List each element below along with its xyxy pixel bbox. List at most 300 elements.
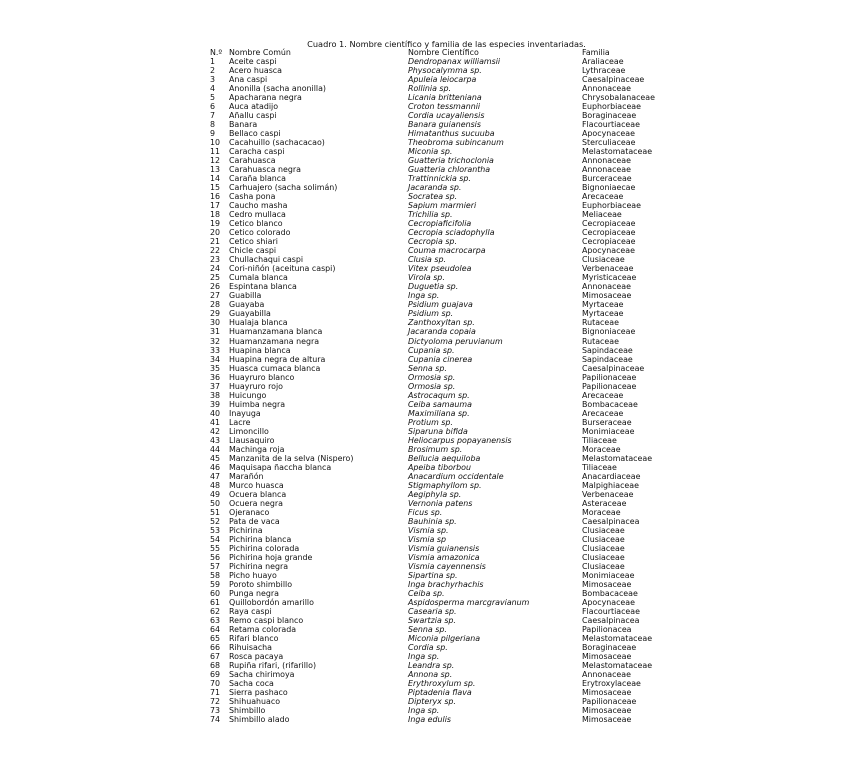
scientific-name: Vitex pseudolea xyxy=(408,264,472,274)
row-number: 71 xyxy=(210,688,221,698)
family-name: Clusiaceae xyxy=(582,552,625,562)
row-number: 74 xyxy=(210,715,221,725)
row-number: 1 xyxy=(210,57,216,67)
scientific-name: Cordia sp. xyxy=(408,643,448,653)
common-name: Lacre xyxy=(229,417,251,427)
scientific-name: Inga sp. xyxy=(408,652,440,662)
table-row xyxy=(210,688,672,697)
family-name: Monimiaceae xyxy=(582,426,635,436)
row-number: 69 xyxy=(210,670,221,680)
family-name: Tiliaceae xyxy=(582,435,617,445)
scientific-name: Casearia sp. xyxy=(408,606,457,616)
common-name: Casha pona xyxy=(229,192,276,202)
table-row xyxy=(210,75,672,84)
row-number: 3 xyxy=(210,75,216,85)
scientific-name: Aspidosperma marcgravianum xyxy=(408,597,530,607)
common-name: Huasca cumaca blanca xyxy=(229,363,321,373)
scientific-name: Jacaranda sp. xyxy=(408,183,462,193)
table-row xyxy=(210,219,672,228)
table-row xyxy=(210,391,672,400)
scientific-name: Swartzia sp. xyxy=(408,615,456,625)
family-name: Arecaceae xyxy=(582,408,624,418)
common-name: Shimbillo xyxy=(229,706,266,716)
row-number: 10 xyxy=(210,138,221,148)
common-name: Rihuisacha xyxy=(229,643,272,653)
family-name: Boraginaceae xyxy=(582,643,637,653)
family-name: Tiliaceae xyxy=(582,462,617,472)
common-name: Huimba negra xyxy=(229,399,286,409)
table-row xyxy=(210,309,672,318)
common-name: Cumala blanca xyxy=(229,273,288,283)
table-row xyxy=(210,291,672,300)
row-number: 8 xyxy=(210,120,216,130)
row-number: 36 xyxy=(210,372,221,382)
table-row xyxy=(210,589,672,598)
row-number: 48 xyxy=(210,480,221,490)
family-name: Caesalpinacea xyxy=(582,615,640,625)
scientific-name: Astrocaqum sp. xyxy=(408,390,470,400)
scientific-name: Vismia cayennensis xyxy=(408,561,486,571)
scientific-name: Clusia sp. xyxy=(408,255,446,265)
scientific-name: Sipartina sp. xyxy=(408,570,458,580)
scientific-name: Guatteria trichoclonia xyxy=(408,156,494,166)
common-name: Aceite caspi xyxy=(229,57,277,67)
table-row xyxy=(210,337,672,346)
row-number: 12 xyxy=(210,156,221,166)
common-name: Poroto shimbillo xyxy=(229,579,293,589)
table-row xyxy=(210,300,672,309)
row-number: 62 xyxy=(210,606,221,616)
row-number: 52 xyxy=(210,516,221,526)
row-number: 60 xyxy=(210,588,221,598)
scientific-name: Zanthoxyltan sp. xyxy=(408,318,475,328)
common-name: Cetico colorado xyxy=(229,228,291,238)
table-row xyxy=(210,346,672,355)
common-name: Picho huayo xyxy=(229,570,277,580)
common-name: Pichirina blanca xyxy=(229,534,292,544)
family-name: Myrtaceae xyxy=(582,309,624,319)
family-name: Sapindaceae xyxy=(582,354,633,364)
table-row xyxy=(210,327,672,336)
common-name: Cacahuillo (sachacacao) xyxy=(229,138,325,148)
common-name: Anonilla (sacha anonilla) xyxy=(229,84,327,94)
family-name: Annonaceae xyxy=(582,165,631,175)
common-name: Cedro mullaca xyxy=(229,210,286,220)
row-number: 31 xyxy=(210,327,221,337)
row-number: 49 xyxy=(210,489,221,499)
table-row xyxy=(210,138,672,147)
scientific-name: Dictyoloma peruvianum xyxy=(408,336,503,346)
family-name: Melastomataceae xyxy=(582,453,653,463)
scientific-name: Inga sp. xyxy=(408,291,440,301)
common-name: Hualaja blanca xyxy=(229,318,288,328)
row-number: 54 xyxy=(210,534,221,544)
row-number: 4 xyxy=(210,84,216,94)
scientific-name: Dipteryx sp. xyxy=(408,697,456,707)
scientific-name: Piptadenia flava xyxy=(408,688,472,698)
family-name: Boraginaceae xyxy=(582,111,637,121)
family-name: Euphorbiaceae xyxy=(582,102,641,112)
table-row xyxy=(210,282,672,291)
family-name: Annonaceae xyxy=(582,156,631,166)
family-name: Annonaceae xyxy=(582,670,631,680)
table-row xyxy=(210,373,672,382)
table-row xyxy=(210,571,672,580)
family-name: Mimosaceae xyxy=(582,688,632,698)
row-number: 24 xyxy=(210,264,221,274)
scientific-name: Leandra sp. xyxy=(408,661,455,671)
row-number: 14 xyxy=(210,174,221,184)
scientific-name: Miconia pilgeriana xyxy=(408,634,481,644)
table-row xyxy=(210,364,672,373)
row-number: 51 xyxy=(210,507,221,517)
row-number: 13 xyxy=(210,165,221,175)
table-row xyxy=(210,57,672,66)
scientific-name: Cupania sp. xyxy=(408,345,455,355)
row-number: 38 xyxy=(210,390,221,400)
scientific-name: Bellucia aequiloba xyxy=(408,453,481,463)
table-row xyxy=(210,472,672,481)
common-name: Bellaco caspi xyxy=(229,129,281,139)
family-name: Flacourtiaceae xyxy=(582,120,640,130)
table-row xyxy=(210,111,672,120)
common-name: Ana caspi xyxy=(229,75,268,85)
row-number: 61 xyxy=(210,597,221,607)
scientific-name: Theobroma subincanum xyxy=(408,138,504,148)
family-name: Malpighiaceae xyxy=(582,480,639,490)
scientific-name: Dendropanax williamsii xyxy=(408,57,501,67)
family-name: Bignoniaecae xyxy=(582,183,636,193)
row-number: 46 xyxy=(210,462,221,472)
common-name: Sacha chirimoya xyxy=(229,670,295,680)
row-number: 16 xyxy=(210,192,221,202)
row-number: 32 xyxy=(210,336,221,346)
scientific-name: Brosimum sp. xyxy=(408,444,463,454)
family-name: Apocynaceae xyxy=(582,129,635,139)
table-row xyxy=(210,526,672,535)
scientific-name: Aegiphyla sp. xyxy=(408,489,462,499)
table-row xyxy=(210,355,672,364)
family-name: Melastomataceae xyxy=(582,147,653,157)
table-row xyxy=(210,237,672,246)
common-name: Shimbillo alado xyxy=(229,715,290,725)
table-row xyxy=(210,679,672,688)
row-number: 50 xyxy=(210,498,221,508)
common-name: Caracha caspi xyxy=(229,147,285,157)
table-row xyxy=(210,652,672,661)
family-name: Mimosaceae xyxy=(582,652,632,662)
common-name: Raya caspi xyxy=(229,606,272,616)
table-row xyxy=(210,156,672,165)
species-table xyxy=(210,48,672,724)
scientific-name: Croton tessmannii xyxy=(408,102,481,112)
row-number: 39 xyxy=(210,399,221,409)
row-number: 70 xyxy=(210,679,221,689)
row-number: 2 xyxy=(210,66,216,76)
common-name: Ojeranaco xyxy=(229,507,270,517)
row-number: 28 xyxy=(210,300,221,310)
family-name: Bignoniaceae xyxy=(582,327,636,337)
common-name: Ocuera blanca xyxy=(229,489,287,499)
table-row xyxy=(210,129,672,138)
row-number: 67 xyxy=(210,652,221,662)
scientific-name: Socratea sp. xyxy=(408,192,458,202)
common-name: Huayruro blanco xyxy=(229,372,295,382)
row-number: 23 xyxy=(210,255,221,265)
common-name: Cetico shiari xyxy=(229,237,278,247)
family-name: Erytroxylaceae xyxy=(582,679,641,689)
row-number: 7 xyxy=(210,111,216,121)
family-name: Melastomataceae xyxy=(582,634,653,644)
row-number: 20 xyxy=(210,228,221,238)
family-name: Clusiaceae xyxy=(582,561,625,571)
common-name: Llausaquiro xyxy=(229,435,275,445)
row-number: 66 xyxy=(210,643,221,653)
common-name: Shihuahuaco xyxy=(229,697,281,707)
common-name: Chicle caspi xyxy=(229,246,277,256)
header-family: Familia xyxy=(582,48,610,57)
scientific-name: Siparuna bifida xyxy=(408,426,468,436)
table-row xyxy=(210,454,672,463)
table-row xyxy=(210,607,672,616)
common-name: Murco huasca xyxy=(229,480,284,490)
row-number: 18 xyxy=(210,210,221,220)
family-name: Burceraceae xyxy=(582,174,632,184)
row-number: 15 xyxy=(210,183,221,193)
caption-text: Cuadro 1. Nombre científico y familia de las especies inventariadas. xyxy=(307,39,586,49)
family-name: Monimiaceae xyxy=(582,570,635,580)
family-name: Verbenaceae xyxy=(582,264,634,274)
table-row xyxy=(210,120,672,129)
table-row xyxy=(210,183,672,192)
table-row xyxy=(210,481,672,490)
table-row xyxy=(210,210,672,219)
family-name: Asteraceae xyxy=(582,498,627,508)
table-body xyxy=(210,57,672,724)
common-name: Pichirina xyxy=(229,525,263,535)
table-row xyxy=(210,499,672,508)
scientific-name: Bauhinia sp. xyxy=(408,516,457,526)
table-row xyxy=(210,598,672,607)
family-name: Apocynaceae xyxy=(582,597,635,607)
row-number: 30 xyxy=(210,318,221,328)
family-name: Flacourtiaceae xyxy=(582,606,640,616)
scientific-name: Duguetia sp. xyxy=(408,282,459,292)
family-name: Mimosaceae xyxy=(582,579,632,589)
scientific-name: Apuleia leiocarpa xyxy=(408,75,477,85)
common-name: Punga negra xyxy=(229,588,279,598)
row-number: 6 xyxy=(210,102,216,112)
table-row xyxy=(210,66,672,75)
table-row xyxy=(210,201,672,210)
common-name: Huapina blanca xyxy=(229,345,291,355)
common-name: Manzanita de la selva (Nispero) xyxy=(229,453,354,463)
row-number: 26 xyxy=(210,282,221,292)
table-row xyxy=(210,463,672,472)
scientific-name: Psidium guajava xyxy=(408,300,473,310)
row-number: 63 xyxy=(210,615,221,625)
family-name: Bombacaceae xyxy=(582,399,638,409)
row-number: 65 xyxy=(210,634,221,644)
row-number: 53 xyxy=(210,525,221,535)
row-number: 11 xyxy=(210,147,221,157)
table-row xyxy=(210,165,672,174)
scientific-name: Inga edulis xyxy=(408,715,452,725)
common-name: Marañón xyxy=(229,471,264,481)
family-name: Clusiaceae xyxy=(582,543,625,553)
scientific-name: Vismia guianensis xyxy=(408,543,480,553)
row-number: 19 xyxy=(210,219,221,229)
table-row xyxy=(210,174,672,183)
scientific-name: Cecropia sciadophylla xyxy=(408,228,495,238)
common-name: Añallu caspi xyxy=(229,111,277,121)
row-number: 57 xyxy=(210,561,221,571)
scientific-name: Maximiliana sp. xyxy=(408,408,470,418)
table-row xyxy=(210,508,672,517)
common-name: Machinga roja xyxy=(229,444,285,454)
scientific-name: Virola sp. xyxy=(408,273,445,283)
table-row xyxy=(210,427,672,436)
table-row xyxy=(210,273,672,282)
family-name: Myristicaceae xyxy=(582,273,637,283)
common-name: Banara xyxy=(229,120,258,130)
family-name: Rutaceae xyxy=(582,318,619,328)
row-number: 25 xyxy=(210,273,221,283)
common-name: Carhuajero (sacha solimán) xyxy=(229,183,338,193)
common-name: Guabilla xyxy=(229,291,262,301)
family-name: Papilionacea xyxy=(582,625,632,634)
table-row xyxy=(210,228,672,237)
scientific-name: Physocalymma sp. xyxy=(408,66,482,76)
table-row xyxy=(210,382,672,391)
scientific-name: Apeiba tiborbou xyxy=(408,462,472,472)
family-name: Burseraceae xyxy=(582,417,632,427)
family-name: Apocynaceae xyxy=(582,246,635,256)
common-name: Huamanzamana blanca xyxy=(229,327,323,337)
family-name: Cecropiaceae xyxy=(582,228,636,238)
family-name: Chrysobalanaceae xyxy=(582,93,655,103)
scientific-name: Himatanthus sucuuba xyxy=(408,129,495,139)
family-name: Annonaceae xyxy=(582,282,631,292)
scientific-name: Inga brachyrhachis xyxy=(408,579,484,589)
family-name: Sterculiaceae xyxy=(582,138,636,148)
table-row xyxy=(210,436,672,445)
common-name: Guayabilla xyxy=(229,309,271,319)
scientific-name: Inga sp. xyxy=(408,706,440,716)
family-name: Myrtaceae xyxy=(582,300,624,310)
scientific-name: Erythroxylum sp. xyxy=(408,679,476,689)
family-name: Cecropiaceae xyxy=(582,237,636,247)
row-number: 59 xyxy=(210,579,221,589)
row-number: 40 xyxy=(210,408,221,418)
family-name: Moraceae xyxy=(582,444,621,454)
row-number: 29 xyxy=(210,309,221,319)
family-name: Annonaceae xyxy=(582,84,631,94)
family-name: Clusiaceae xyxy=(582,525,625,535)
scientific-name: Cecropia sp. xyxy=(408,237,457,247)
scientific-name: Vismia sp. xyxy=(408,525,449,535)
row-number: 34 xyxy=(210,354,221,364)
row-number: 22 xyxy=(210,246,221,256)
scientific-name: Banara guianensis xyxy=(408,120,481,130)
family-name: Clusiaceae xyxy=(582,255,625,265)
table-row xyxy=(210,697,672,706)
family-name: Arecaceae xyxy=(582,192,624,202)
family-name: Bombacaceae xyxy=(582,588,638,598)
scientific-name: Licania britteniana xyxy=(408,93,482,103)
table-row xyxy=(210,84,672,93)
common-name: Sierra pashaco xyxy=(229,688,288,698)
scientific-name: Annona sp. xyxy=(408,670,453,680)
common-name: Pichirina hoja grande xyxy=(229,552,313,562)
table-row xyxy=(210,409,672,418)
scientific-name: Cupania cinerea xyxy=(408,354,473,364)
table-row xyxy=(210,634,672,643)
scientific-name: Trichilia sp. xyxy=(408,210,453,220)
common-name: Auca atadijo xyxy=(229,102,279,112)
family-name: Moraceae xyxy=(582,507,621,517)
common-name: Chullachaqui caspi xyxy=(229,255,304,265)
row-number: 55 xyxy=(210,543,221,553)
header-common-name: Nombre Común xyxy=(229,48,291,57)
table-row xyxy=(210,264,672,273)
table-row xyxy=(210,445,672,454)
table-row xyxy=(210,490,672,499)
table-row xyxy=(210,643,672,652)
table-header-row xyxy=(210,48,672,57)
table-row xyxy=(210,544,672,553)
table-row xyxy=(210,562,672,571)
scientific-name: Couma macrocarpa xyxy=(408,246,486,256)
common-name: Carahuasca xyxy=(229,156,276,166)
common-name: Maquisapa ñaccha blanca xyxy=(229,462,332,472)
common-name: Apacharana negra xyxy=(229,93,302,103)
common-name: Huayruro rojo xyxy=(229,381,284,391)
scientific-name: Cecropiaficifolia xyxy=(408,219,472,229)
row-number: 73 xyxy=(210,706,221,716)
scientific-name: Trattinnickia sp. xyxy=(408,174,471,184)
row-number: 42 xyxy=(210,426,221,436)
common-name: Rupiña rifari, (rifarillo) xyxy=(229,661,317,671)
scientific-name: Senna sp. xyxy=(408,625,447,634)
common-name: Cetico blanco xyxy=(229,219,283,229)
family-name: Lythraceae xyxy=(582,66,626,76)
common-name: Carahuasca negra xyxy=(229,165,301,175)
family-name: Mimosaceae xyxy=(582,715,632,725)
family-name: Caesalpinacea xyxy=(582,516,640,526)
common-name: Limoncillo xyxy=(229,426,269,436)
scientific-name: Sapium marmieri xyxy=(408,201,477,211)
common-name: Rifari blanco xyxy=(229,634,279,644)
common-name: Quillobordón amarillo xyxy=(229,597,314,607)
scientific-name: Vismia amazonica xyxy=(408,552,480,562)
table-row xyxy=(210,706,672,715)
table-row xyxy=(210,580,672,589)
scientific-name: Vismia sp xyxy=(408,534,447,544)
family-name: Verbenaceae xyxy=(582,489,634,499)
scientific-name: Senna sp. xyxy=(408,363,447,373)
row-number: 72 xyxy=(210,697,221,707)
row-number: 9 xyxy=(210,129,216,139)
scientific-name: Vernonia patens xyxy=(408,498,473,508)
common-name: Espintana blanca xyxy=(229,282,297,292)
row-number: 45 xyxy=(210,453,221,463)
header-scientific-name: Nombre Científico xyxy=(408,48,479,57)
table-row xyxy=(210,517,672,526)
family-name: Melastomataceae xyxy=(582,661,653,671)
common-name: Caraña blanca xyxy=(229,174,286,184)
family-name: Arecaceae xyxy=(582,390,624,400)
